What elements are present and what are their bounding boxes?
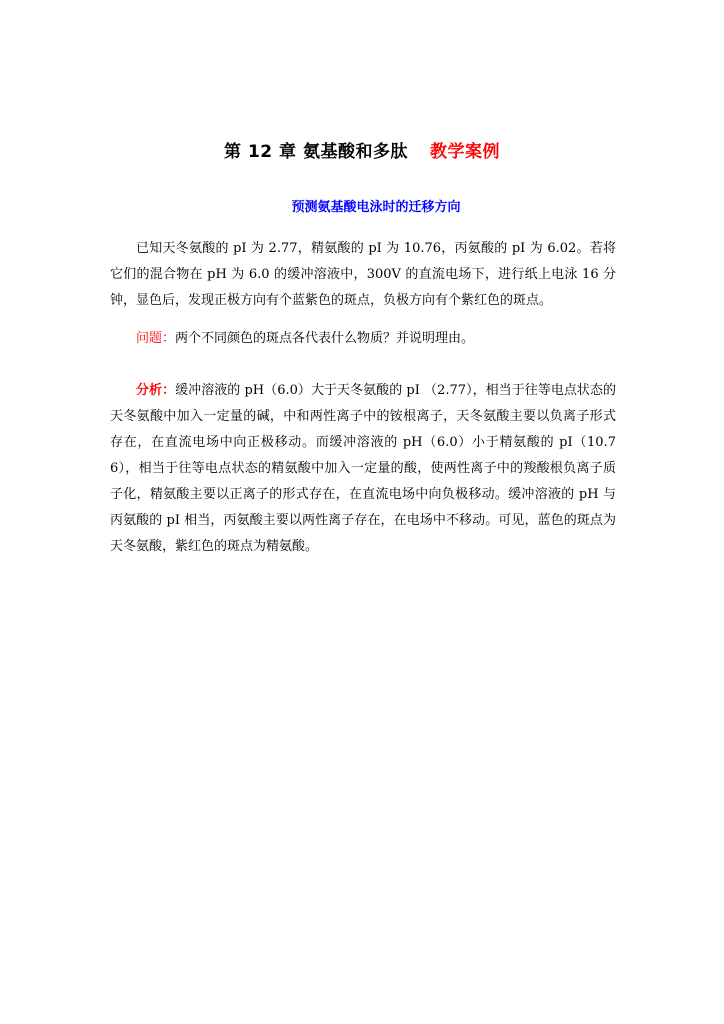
analysis-paragraph <box>110 378 616 560</box>
chapter-title-main: 第 12 章 氨基酸和多肽 <box>224 142 408 162</box>
question-text: 两个不同颜色的斑点各代表什么物质？并说明理由。 <box>175 331 475 346</box>
analysis-label: 分析： <box>136 383 176 398</box>
analysis-text: 缓冲溶液的 pH（6.0）大于天冬氨酸的 pI （2.77），相当于往等电点状态的天冬氨酸中加入一定量的碱，中和两性离子中的铵根离子，天冬氨酸主要以负离子形式存在，在直流电场中向正极移动。而缓冲溶液的 pH（6.0）小于精氨酸的 pI（10.76），相当于往等电点状态的精氨酸中加入一定量的酸，使两性离子中的羧酸根负离子质子化，精氨酸主要以正离子的形式存在，在直流电场中向负极移动。缓冲溶液的 pH 与丙氨酸的 pI 相当，丙氨酸主要以两性离子存在，在电场中不移动。可见，蓝色的斑点为天冬氨酸，紫红色的斑点为精氨酸。 <box>110 383 616 554</box>
question-label: 问题： <box>136 331 176 346</box>
chapter-title <box>0 141 724 163</box>
case-subtitle: 预测氨基酸电泳时的迁移方向 <box>291 200 461 215</box>
chapter-title-accent: 教学案例 <box>429 142 500 162</box>
case-description-paragraph: 已知天冬氨酸的 pI 为 2.77，精氨酸的 pI 为 10.76，丙氨酸的 pI 为 6.02。若将它们的混合物在 pH 为 6.0 的缓冲溶液中，300V 的直流电场下，进行纸上电泳 16 分钟，显色后，发现正极方向有个蓝紫色的斑点，负极方向有个紫红色的斑点。 <box>110 241 616 308</box>
question-paragraph <box>110 328 616 350</box>
